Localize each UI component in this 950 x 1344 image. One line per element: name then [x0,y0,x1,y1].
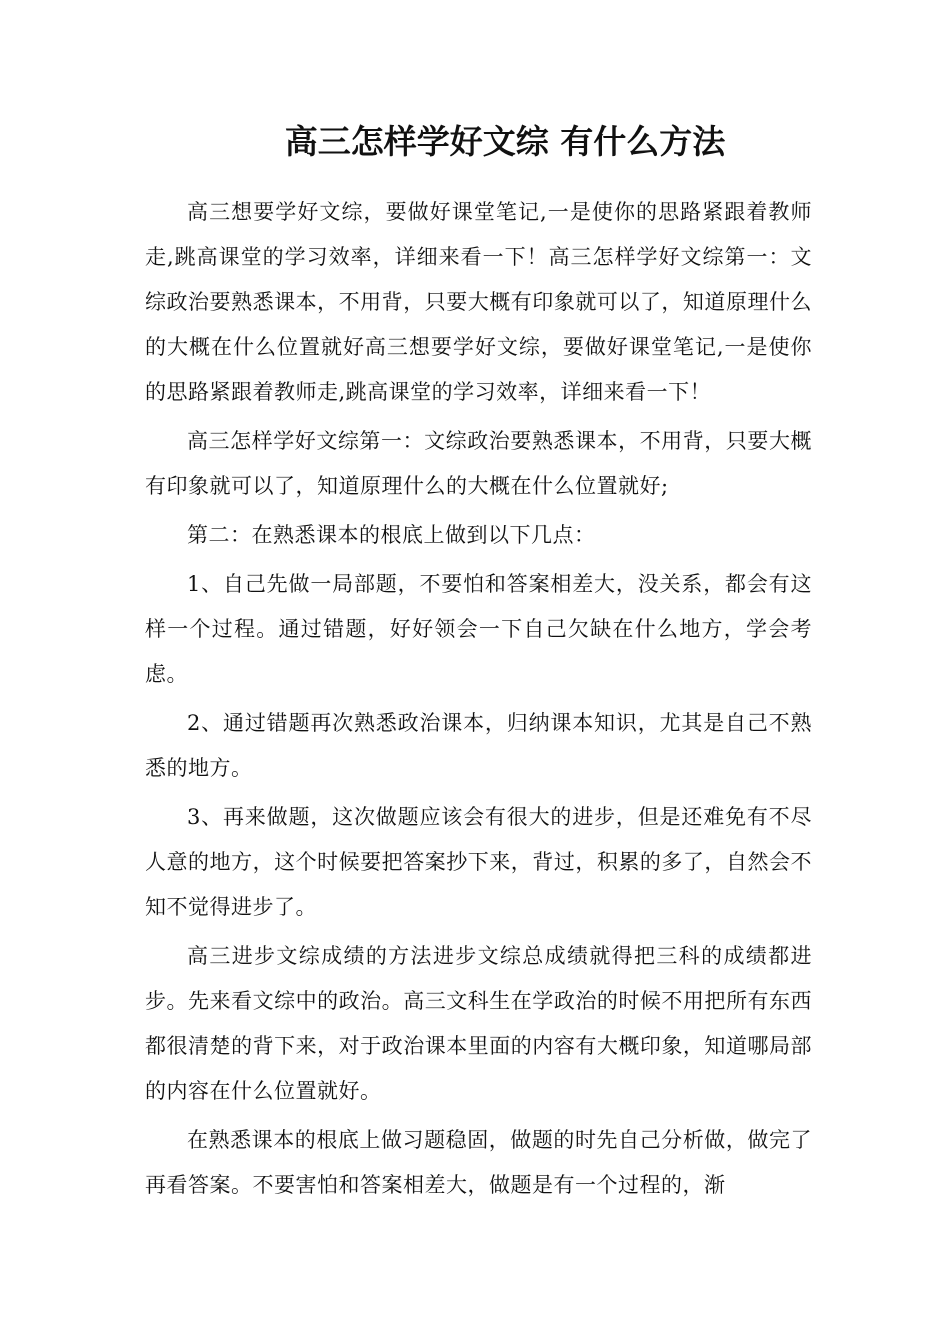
paragraph-first-tip: 高三怎样学好文综第一：文综政治要熟悉课本，不用背，只要大概有印象就可以了，知道原理什么的大概在什么位置就好; [145,429,812,498]
paragraph-point-2: 2、通过错题再次熟悉政治课本，归纳课本知识，尤其是自己不熟悉的地方。 [145,711,812,780]
document-body [145,190,812,1208]
paragraph-second-heading: 第二：在熟悉课本的根底上做到以下几点： [187,523,596,547]
paragraph-intro: 高三想要学好文综，要做好课堂笔记,一是使你的思路紧跟着教师走,跳高课堂的学习效率，详细来看一下！高三怎样学好文综第一：文综政治要熟悉课本，不用背，只要大概有印象就可以了，知道原理什么的大概在什么位置就好高三想要学好文综，要做好课堂笔记,一是使你的思路紧跟着教师走,跳高课堂的学习效率，详细来看一下！ [145,200,812,404]
paragraph-point-3: 3、再来做题，这次做题应该会有很大的进步，但是还难免有不尽人意的地方，这个时候要把答案抄下来，背过，积累的多了，自然会不知不觉得进步了。 [145,805,812,919]
paragraph-practice: 在熟悉课本的根底上做习题稳固，做题的时先自己分析做，做完了再看答案。不要害怕和答案相差大，做题是有一个过程的，渐 [145,1128,812,1197]
paragraph-point-1: 1、自己先做一局部题，不要怕和答案相差大，没关系，都会有这样一个过程。通过错题，好好领会一下自己欠缺在什么地方，学会考虑。 [145,572,812,686]
document-title: 高三怎样学好文综 有什么方法 [284,122,726,161]
paragraph-improve-scores: 高三进步文综成绩的方法进步文综总成绩就得把三科的成绩都进步。先来看文综中的政治。高三文科生在学政治的时候不用把所有东西都很清楚的背下来，对于政治课本里面的内容有大概印象，知道哪局部的内容在什么位置就好。 [145,944,812,1103]
